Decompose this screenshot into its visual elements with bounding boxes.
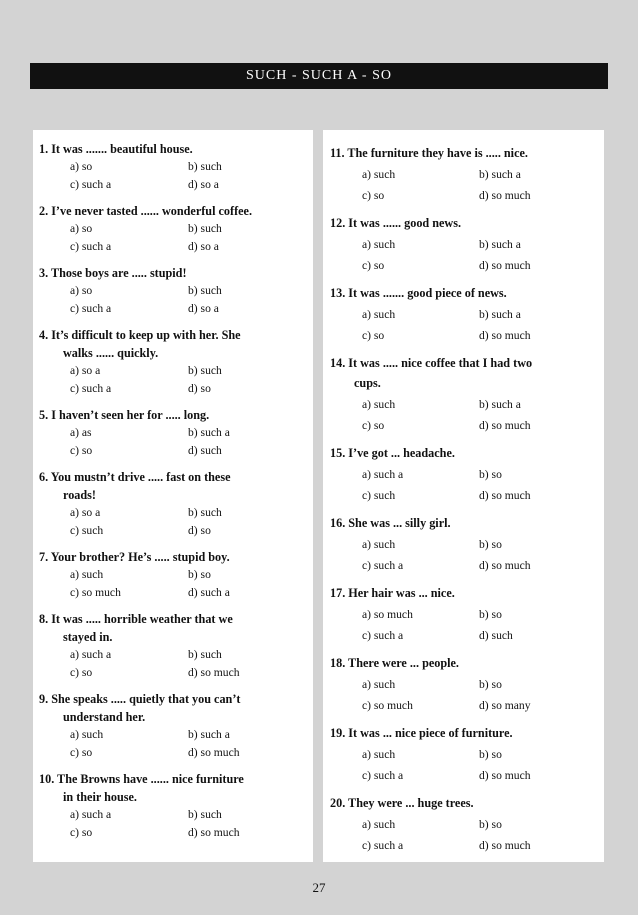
option-b: b) such [188, 222, 222, 235]
option-b: b) so [479, 748, 502, 761]
question-line: 13. It was ....... good piece of news. [330, 286, 507, 300]
left-column [33, 130, 313, 862]
question-item [39, 326, 313, 398]
option-d: d) so much [479, 769, 531, 782]
question-text [39, 610, 313, 646]
question-line: 6. You mustn’t drive ..... fast on these [39, 470, 231, 484]
option-d: d) so much [479, 559, 531, 572]
question-continuation: understand her. [63, 710, 146, 724]
option-d: d) so many [479, 699, 531, 712]
question-text [39, 468, 313, 504]
option-c: c) so [70, 444, 93, 457]
option-a: a) such [70, 568, 104, 581]
option-a: a) so a [70, 364, 101, 377]
question-item [39, 468, 313, 540]
option-c: c) such a [362, 559, 404, 572]
answer-options [330, 394, 604, 436]
option-a: a) so a [70, 506, 101, 519]
option-a: a) such [362, 168, 396, 181]
answer-options [330, 674, 604, 716]
question-item [330, 283, 604, 346]
option-a: a) so [70, 160, 93, 173]
question-continuation: stayed in. [63, 630, 113, 644]
question-text [330, 583, 604, 603]
question-item [330, 353, 604, 436]
option-a: a) such [362, 748, 396, 761]
option-b: b) such [188, 284, 222, 297]
question-line: 18. There were ... people. [330, 656, 459, 670]
option-c: c) such a [70, 302, 112, 315]
question-item [39, 264, 313, 318]
option-a: a) so [70, 222, 93, 235]
answer-options [330, 304, 604, 346]
question-line: 12. It was ...... good news. [330, 216, 462, 230]
question-line: 8. It was ..... horrible weather that we [39, 612, 233, 626]
option-d: d) such a [188, 586, 230, 599]
page-title: SUCH - SUCH A - SO [30, 63, 608, 89]
question-item [330, 653, 604, 716]
answer-options [330, 234, 604, 276]
question-line: 4. It’s difficult to keep up with her. She [39, 328, 241, 342]
question-line: 17. Her hair was ... nice. [330, 586, 455, 600]
option-d: d) so a [188, 178, 219, 191]
question-line: 11. The furniture they have is ..... nice. [330, 146, 528, 160]
question-text [39, 690, 313, 726]
option-a: a) such [362, 538, 396, 551]
question-line: 1. It was ....... beautiful house. [39, 142, 193, 156]
answer-options [39, 806, 313, 842]
option-b: b) so [479, 608, 502, 621]
option-c: c) so much [70, 586, 121, 599]
option-d: d) so a [188, 302, 219, 315]
question-line: 5. I haven’t seen her for ..... long. [39, 408, 210, 422]
option-a: a) so much [362, 608, 413, 621]
answer-options [39, 726, 313, 762]
answer-options [39, 424, 313, 460]
option-b: b) so [479, 468, 502, 481]
question-text [39, 406, 313, 424]
option-a: a) such [362, 398, 396, 411]
option-d: d) so much [479, 329, 531, 342]
option-a: a) such [362, 678, 396, 691]
question-text [330, 793, 604, 813]
question-line: 20. They were ... huge trees. [330, 796, 474, 810]
option-a: a) as [70, 426, 92, 439]
option-b: b) such a [188, 426, 230, 439]
option-b: b) such [188, 160, 222, 173]
question-text [39, 548, 313, 566]
option-b: b) so [479, 818, 502, 831]
question-text [330, 143, 604, 163]
question-item [39, 406, 313, 460]
option-c: c) such a [70, 178, 112, 191]
question-continuation: in their house. [63, 790, 137, 804]
option-c: c) so [362, 419, 385, 432]
question-item [330, 793, 604, 856]
option-b: b) such [188, 364, 222, 377]
answer-options [39, 282, 313, 318]
question-item [39, 202, 313, 256]
option-d: d) so much [479, 189, 531, 202]
question-text [39, 202, 313, 220]
option-b: b) such a [479, 238, 521, 251]
question-line: 16. She was ... silly girl. [330, 516, 451, 530]
question-line: 3. Those boys are ..... stupid! [39, 266, 187, 280]
option-b: b) such a [479, 168, 521, 181]
option-d: d) so [188, 524, 211, 537]
question-item [330, 513, 604, 576]
option-a: a) such [362, 818, 396, 831]
question-item [330, 583, 604, 646]
answer-options [330, 534, 604, 576]
option-c: c) so [362, 189, 385, 202]
option-c: c) such a [70, 382, 112, 395]
question-item [330, 143, 604, 206]
option-a: a) such a [362, 468, 404, 481]
question-item [39, 610, 313, 682]
option-d: d) so much [479, 489, 531, 502]
option-a: a) such a [70, 648, 112, 661]
option-a: a) such [70, 728, 104, 741]
option-b: b) such a [479, 398, 521, 411]
option-d: d) so much [479, 259, 531, 272]
answer-options [330, 604, 604, 646]
question-text [330, 653, 604, 673]
question-text [330, 723, 604, 743]
answer-options [330, 464, 604, 506]
option-b: b) such [188, 648, 222, 661]
option-b: b) such [188, 808, 222, 821]
option-d: d) so much [479, 419, 531, 432]
answer-options [39, 362, 313, 398]
option-b: b) so [479, 678, 502, 691]
question-item [39, 770, 313, 842]
question-text [330, 353, 604, 393]
question-text [330, 283, 604, 303]
option-c: c) so [70, 666, 93, 679]
option-b: b) so [479, 538, 502, 551]
question-text [39, 140, 313, 158]
option-b: b) such [188, 506, 222, 519]
answer-options [39, 158, 313, 194]
question-line: 7. Your brother? He’s ..... stupid boy. [39, 550, 230, 564]
question-line: 14. It was ..... nice coffee that I had two [330, 356, 533, 370]
option-c: c) so much [362, 699, 413, 712]
option-d: d) so much [188, 826, 240, 839]
option-b: b) such a [188, 728, 230, 741]
question-item [330, 443, 604, 506]
question-text [330, 213, 604, 233]
option-a: a) so [70, 284, 93, 297]
question-line: 9. She speaks ..... quietly that you can’t [39, 692, 241, 706]
option-c: c) such [362, 489, 396, 502]
option-d: d) such [188, 444, 222, 457]
question-line: 19. It was ... nice piece of furniture. [330, 726, 513, 740]
option-c: c) so [70, 746, 93, 759]
option-c: c) such a [362, 769, 404, 782]
option-c: c) such a [362, 839, 404, 852]
question-text [330, 443, 604, 463]
option-c: c) such a [362, 629, 404, 642]
answer-options [330, 164, 604, 206]
answer-options [39, 646, 313, 682]
option-a: a) such a [70, 808, 112, 821]
option-d: d) so [188, 382, 211, 395]
option-d: d) so much [479, 839, 531, 852]
question-text [330, 513, 604, 533]
option-c: c) so [362, 259, 385, 272]
option-c: c) so [70, 826, 93, 839]
page-number: 27 [312, 880, 326, 895]
option-a: a) such [362, 308, 396, 321]
question-text [39, 326, 313, 362]
question-item [39, 690, 313, 762]
question-line: 15. I’ve got ... headache. [330, 446, 455, 460]
question-line: 10. The Browns have ...... nice furniture [39, 772, 244, 786]
answer-options [330, 744, 604, 786]
option-d: d) so a [188, 240, 219, 253]
option-b: b) so [188, 568, 211, 581]
option-c: c) so [362, 329, 385, 342]
question-line: 2. I’ve never tasted ...... wonderful coffee. [39, 204, 253, 218]
option-c: c) such a [70, 240, 112, 253]
answer-options [39, 504, 313, 540]
question-continuation: walks ...... quickly. [63, 346, 159, 360]
option-d: d) so much [188, 666, 240, 679]
answer-options [330, 814, 604, 856]
option-d: d) such [479, 629, 513, 642]
answer-options [39, 220, 313, 256]
question-item [39, 548, 313, 602]
option-d: d) so much [188, 746, 240, 759]
right-column [323, 130, 604, 862]
question-item [330, 213, 604, 276]
question-continuation: roads! [63, 488, 96, 502]
option-b: b) such a [479, 308, 521, 321]
option-c: c) such [70, 524, 104, 537]
question-continuation: cups. [354, 376, 381, 390]
question-text [39, 264, 313, 282]
answer-options [39, 566, 313, 602]
question-text [39, 770, 313, 806]
question-item [330, 723, 604, 786]
question-item [39, 140, 313, 194]
option-a: a) such [362, 238, 396, 251]
